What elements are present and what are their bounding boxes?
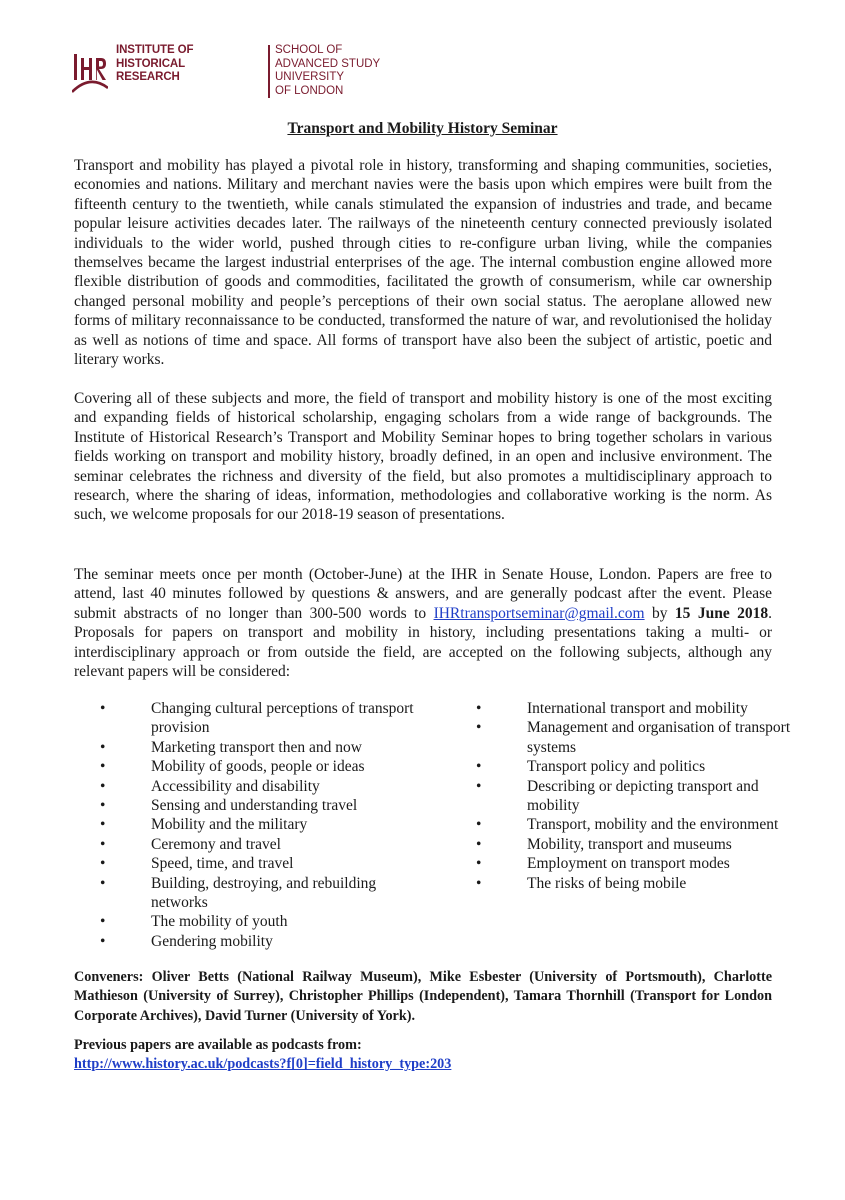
list-item: • The mobility of youth — [100, 912, 420, 931]
school-line-3: UNIVERSITY — [275, 71, 345, 83]
list-item: • Mobility of goods, people or ideas — [100, 757, 420, 776]
email-link[interactable]: IHRtransportseminar@gmail.com — [433, 604, 645, 622]
list-item: • Building, destroying, and rebuilding networks — [100, 874, 420, 913]
list-item: • Describing or depicting transport and mobility — [476, 777, 796, 816]
topics-list-left — [100, 699, 420, 951]
list-item: • Speed, time, and travel — [100, 854, 420, 873]
list-item: • Ceremony and travel — [100, 835, 420, 854]
list-item: • Changing cultural perceptions of transport provision — [100, 699, 420, 738]
institute-line-1: INSTITUTE OF — [116, 44, 194, 56]
podcasts-link[interactable]: http://www.history.ac.uk/podcasts?f[0]=field_history_type:203 — [74, 1056, 452, 1073]
submission-text-2: by — [644, 604, 675, 622]
podcasts-label: Previous papers are available as podcasts from: — [74, 1037, 362, 1053]
scope-paragraph: Covering all of these subjects and more, the field of transport and mobility history is one of the most exciting and expanding fields of historical scholarship, engaging scholars from a wide range of backgrounds. The Institute of Historical Research’s Transport and Mobility Seminar hopes to bring together scholars in various fields working on transport and mobility history, broadly defined, in an open and inclusive environment. The seminar celebrates the richness and diversity of the field, but also promotes a multidisciplinary approach to research, where the sharing of ideas, information, methodologies and collaborative working is the norm. As such, we welcome proposals for our 2018-19 season of presentations. — [74, 390, 772, 524]
list-item: • Gendering mobility — [100, 932, 420, 951]
school-name — [275, 44, 415, 98]
list-item: • Transport policy and politics — [476, 757, 796, 776]
school-line-1: SCHOOL OF — [275, 44, 343, 56]
topics-list-right — [476, 699, 796, 893]
logo-divider — [268, 45, 270, 98]
school-line-2: ADVANCED STUDY — [275, 57, 381, 70]
ihr-monogram-icon — [72, 48, 108, 94]
list-item: • Sensing and understanding travel — [100, 796, 420, 815]
submission-text-3: . Proposals for papers on transport and mobility in history, including presentations taking a multi- or interdisciplinary approach or from outside the field, are accepted on the following subjects, although any relevant papers will be considered: — [74, 604, 773, 681]
page-title: Transport and Mobility History Seminar — [287, 120, 558, 137]
list-item: • Management and organisation of transport systems — [476, 718, 796, 757]
institute-name — [116, 44, 256, 85]
intro-paragraph: Transport and mobility has played a pivotal role in history, transforming and shaping communities, societies, economies and nations. Military and merchant navies were the basis upon which empires were built from the fifteenth century to the twentieth, while canals stimulated the expansion of industries and trade, and became popular leisure activities decades later. The railways of the nineteenth century connected previously isolated individuals to the wider world, pushed through cities to re-configure urban living, while the companies themselves became the largest industrial enterprises of the age. The internal combustion engine allowed more flexible distribution of goods and commodities, facilitated the growth of consumerism, while car ownership changed personal mobility and people’s perceptions of their own social status. The aeroplane allowed new forms of military reconnaissance to be conducted, transformed the nature of war, and revolutionised the holiday as well as notions of time and space. All forms of transport have also been the subject of artistic, poetic and literary works. — [74, 157, 772, 369]
podcasts-section — [74, 1036, 772, 1075]
list-item: • Accessibility and disability — [100, 777, 420, 796]
list-item: • Marketing transport then and now — [100, 738, 420, 757]
list-item: • Mobility, transport and museums — [476, 835, 796, 854]
submission-paragraph — [74, 565, 772, 681]
list-item: • The risks of being mobile — [476, 874, 796, 893]
conveners: Conveners: Oliver Betts (National Railway Museum), Mike Esbester (University of Portsmouth), Charlotte Mathieson (University of Surrey), Christopher Phillips (Independent), Tamara Thornhill (Transport for London Corporate Archives), David Turner (University of York). — [74, 969, 772, 1024]
institute-line-3: RESEARCH — [116, 71, 180, 83]
institute-line-2: HISTORICAL — [116, 57, 186, 70]
list-item: • Transport, mobility and the environment — [476, 815, 796, 834]
list-item: • Employment on transport modes — [476, 854, 796, 873]
ihr-logo — [72, 44, 381, 102]
deadline: 15 June 2018 — [674, 604, 769, 622]
submission-text-1: The seminar meets once per month (October-June) at the IHR in Senate House, London. Papers are free to attend, last 40 minutes followed by questions & answers, and are generally podcast after the event. Please submit abstracts of no longer than 300-500 words to — [74, 566, 772, 622]
list-item: • Mobility and the military — [100, 815, 420, 834]
list-item: • International transport and mobility — [476, 699, 796, 718]
school-line-4: OF LONDON — [275, 84, 344, 97]
